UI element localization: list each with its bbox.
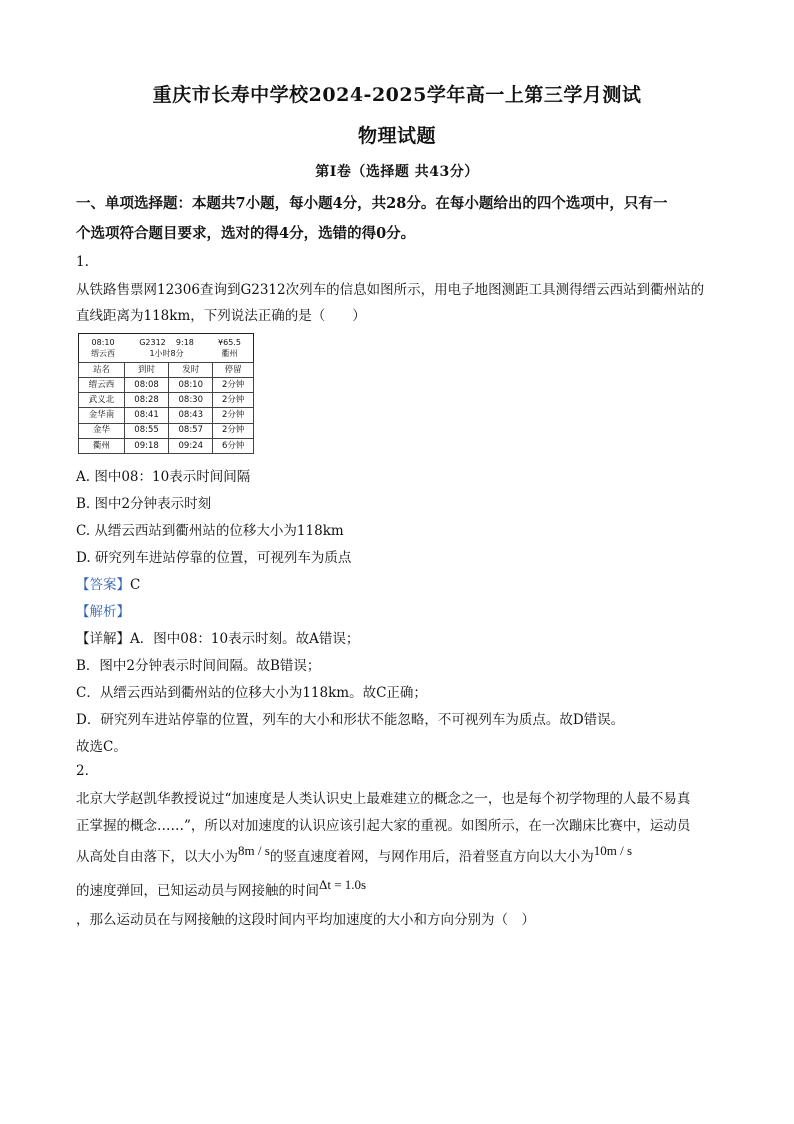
- q2-stem-line4: [76, 879, 366, 899]
- table-cell: 2分钟: [213, 423, 254, 438]
- table-row: [79, 423, 254, 438]
- q2-line3-text-b: 的竖直速度着网，与网作用后，沿着竖直方向以大小为: [269, 849, 594, 865]
- table-cell: 08:08: [124, 378, 168, 393]
- train-number: G2312: [139, 338, 166, 347]
- exam-title: 重庆市长寿中学校2024-2025学年高一上第三学月测试: [152, 84, 642, 106]
- table-cell: 缙云西: [79, 378, 125, 393]
- time-interval-formula: Δt = 1.0s: [319, 877, 367, 892]
- answer-value: C: [130, 577, 141, 593]
- table-cell: 2分钟: [213, 393, 254, 408]
- q1-detail-a: [76, 627, 359, 647]
- column-header: 站名: [79, 363, 125, 378]
- q1-option-d: D. 研究列车进站停靠的位置，可视列车为质点: [76, 550, 352, 566]
- table-cell: 09:24: [169, 438, 213, 453]
- column-header: 停留: [213, 363, 254, 378]
- q2-stem-line2: 正掌握的概念……”，所以对加速度的认识应该引起大家的重视。如图所示，在一次蹦床比赛中，运动员: [76, 818, 691, 834]
- volume-title: 第Ⅰ卷（选择题 共43分）: [315, 164, 479, 180]
- departure-time: 08:10: [91, 338, 115, 347]
- q1-conclusion: 故选C。: [76, 739, 127, 755]
- q2-number: 2.: [76, 763, 89, 779]
- table-cell: 08:55: [124, 423, 168, 438]
- table-cell: 08:43: [169, 408, 213, 423]
- table-cell: 08:30: [169, 393, 213, 408]
- q1-option-b: B. 图中2分钟表示时刻: [76, 496, 212, 512]
- q1-answer: [76, 573, 140, 593]
- departure-station: 缙云西: [91, 349, 116, 358]
- trip-duration: 1小时8分: [149, 349, 184, 358]
- column-header: 到时: [124, 363, 168, 378]
- table-cell: 金华: [79, 423, 125, 438]
- q1-detail-b: B．图中2分钟表示时间间隔。故B错误；: [76, 658, 321, 674]
- table-cell: 衢州: [79, 438, 125, 453]
- table-cell: 2分钟: [213, 408, 254, 423]
- arrival-station: 衢州: [221, 349, 238, 358]
- table-row: [79, 378, 254, 393]
- table-cell: 2分钟: [213, 378, 254, 393]
- answer-tag: 【答案】: [76, 577, 130, 593]
- q2-stem-line3: [76, 845, 632, 865]
- table-header-row: [79, 363, 254, 378]
- arrival-time: 9:18: [175, 338, 194, 347]
- column-header: 发时: [169, 363, 213, 378]
- train-info-header: [79, 334, 254, 363]
- q2-stem-line1: 北京大学赵凯华教授说过“加速度是人类认识史上最难建立的概念之一，也是每个初学物理的人最不易真: [76, 791, 691, 807]
- subject-title: 物理试题: [357, 125, 436, 147]
- q1-detail-d: D．研究列车进站停靠的位置，列车的大小和形状不能忽略，不可视列车为质点。故D错误。: [76, 712, 625, 728]
- table-cell: 08:41: [124, 408, 168, 423]
- q1-stem-line2: 直线距离为118km，下列说法正确的是（ ）: [76, 308, 366, 324]
- detail-tag: 【详解】: [76, 631, 130, 647]
- q2-line3-text-a: 从高处自由落下，以大小为: [76, 849, 238, 865]
- table-cell: 09:18: [124, 438, 168, 453]
- q1-option-c: C. 从缙云西站到衢州站的位移大小为118km: [76, 523, 344, 539]
- analysis-tag: 【解析】: [76, 604, 130, 620]
- speed-8-formula: 8m / s: [238, 843, 270, 858]
- table-row: [79, 438, 254, 453]
- table-cell: 08:10: [169, 378, 213, 393]
- table-cell: 金华南: [79, 408, 125, 423]
- speed-10-formula: 10m / s: [593, 843, 633, 858]
- section1-instructions-line1: 一、单项选择题：本题共7小题，每小题4分，共28分。在每小题给出的四个选项中，只有一: [76, 195, 668, 212]
- table-cell: 08:57: [169, 423, 213, 438]
- q1-detail-c: C．从缙云西站到衢州站的位移大小为118km。故C正确；: [76, 685, 427, 701]
- table-cell: 武义北: [79, 393, 125, 408]
- train-schedule-figure: [78, 333, 254, 454]
- q2-stem-line5: ，那么运动员在与网接触的这段时间内平均加速度的大小和方向分别为（ ）: [76, 912, 535, 928]
- ticket-price: ¥65.5: [218, 338, 241, 347]
- table-row: [79, 393, 254, 408]
- q1-option-a: A. 图中08：10表示时间间隔: [76, 469, 251, 485]
- table-cell: 6分钟: [213, 438, 254, 453]
- table-row: [79, 408, 254, 423]
- table-cell: 08:28: [124, 393, 168, 408]
- q1-stem-line1: 从铁路售票网12306查询到G2312次列车的信息如图所示，用电子地图测距工具测得缙云西站到衢州站的: [76, 282, 705, 298]
- q1-number: 1.: [76, 254, 89, 270]
- detail-a-text: A．图中08：10表示时刻。故A错误；: [130, 631, 360, 647]
- section1-instructions-line2: 个选项符合题目要求，选对的得4分，选错的得0分。: [76, 225, 416, 242]
- q2-line4-text: 的速度弹回，已知运动员与网接触的时间: [76, 883, 319, 899]
